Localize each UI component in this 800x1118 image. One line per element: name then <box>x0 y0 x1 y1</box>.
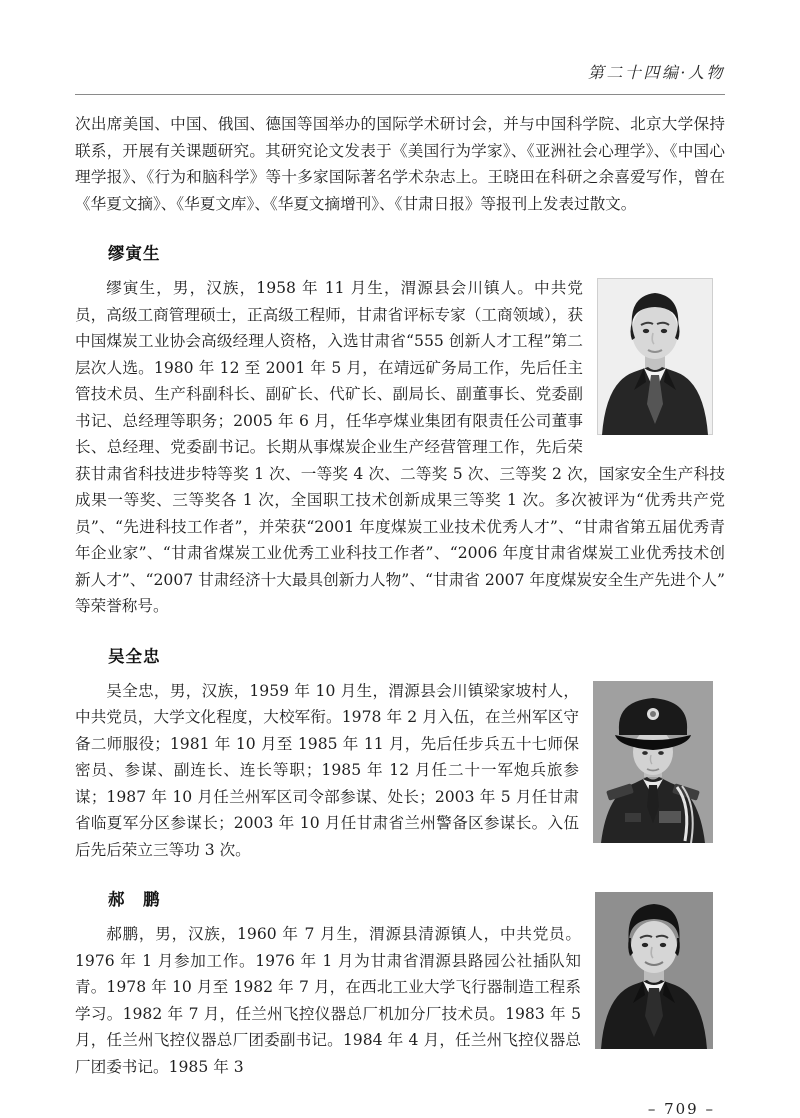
entry-3-bio-text: 郝鹏，男，汉族，1960 年 7 月生，渭源县清源镇人，中共党员。1976 年 1 月参加工作。1976 年 1 月为甘肃省渭源县路园公社插队知青。1978 年 10 月至 1982 年 7 月，在西北工业大学飞行器制造工程系学习。1982 年 7 月，任兰州飞控仪器总厂机加分厂技术员。1983 年 5 月，任兰州飞控仪器总厂团委副书记。1984 年 4 月，任兰州飞控仪器总厂团委书记。1985 年 3 <box>75 925 581 1076</box>
intro-paragraph: 次出席美国、中国、俄国、德国等国举办的国际学术研讨会，并与中国科学院、北京大学保持联系，开展有关课题研究。其研究论文发表于《美国行为学家》、《亚洲社会心理学》、《中国心理学报》、《行为和脑科学》等十多家国际著名学术杂志上。王晓田在科研之余喜爱写作，曾在《华夏文摘》、《华夏文库》、《华夏文摘增刊》、《甘肃日报》等报刊上发表过散文。 <box>75 115 725 213</box>
chapter-title: 第二十四编·人物 <box>587 63 725 82</box>
entry-2-portrait-photo <box>593 681 713 843</box>
page-number: – 709 – <box>647 1100 715 1118</box>
page-header <box>75 60 725 95</box>
biography-entry-1 <box>75 243 725 620</box>
entry-1-portrait-photo <box>597 278 713 435</box>
biography-entry-2 <box>75 646 725 864</box>
entry-2-name-heading: 吴全忠 <box>108 646 161 666</box>
entry-3-name-heading: 郝 鹏 <box>108 890 161 909</box>
biography-entry-3 <box>75 889 725 1080</box>
entry-1-name-heading: 缪寅生 <box>108 244 161 263</box>
entry-3-portrait-photo <box>595 892 713 1049</box>
entry-1-bio-text: 缪寅生，男，汉族，1958 年 11 月生，渭源县会川镇人。中共党员，高级工商管理硕士，正高级工程师，甘肃省评标专家（工商领域），获中国煤炭工业协会高级经理人资格，入选甘肃省“555 创新人才工程”第二层次人选。1980 年 12 至 2001 年 5 月，在靖远矿务局工作，先后任主管技术员、生产科副科长、副矿长、代矿长、副局长、副董事长、党委副书记、总经理等职务；2005 年 6 月，任华亭煤业集团有限责任公司董事长、总经理、党委副书记。长期从事煤炭企业生产经营管理工作，先后荣获甘肃省科技进步特等奖 1 次、一等奖 4 次、二等奖 5 次、三等奖 2 次，国家安全生产科技成果一等奖、三等奖各 1 次，全国职工技术创新成果三等奖 1 次。多次被评为“优秀共产党员”、“先进科技工作者”，并荣获“2001 年度煤炭工业技术优秀人才”、“甘肃省第五届优秀青年企业家”、“甘肃省煤炭工业优秀工业科技工作者”、“2006 年度甘肃省煤炭工业优秀技术创新人才”、“2007 甘肃经济十大最具创新力人物”、“甘肃省 2007 年度煤炭安全生产先进个人”等荣誉称号。 <box>75 279 725 615</box>
entry-2-bio-text: 吴全忠，男，汉族，1959 年 10 月生，渭源县会川镇梁家坡村人，中共党员，大学文化程度，大校军衔。1978 年 2 月入伍，在兰州军区守备二师服役；1981 年 10 月至 1985 年 11 月，先后任步兵五十七师保密员、参谋、副连长、连长等职；1985 年 12 月任二十一军炮兵旅参谋；1987 年 10 月任兰州军区司令部参谋、处长；2003 年 5 月任甘肃省临夏军分区参谋长；2003 年 10 月任甘肃省兰州警备区参谋长。入伍后先后荣立三等功 3 次。 <box>75 681 579 859</box>
